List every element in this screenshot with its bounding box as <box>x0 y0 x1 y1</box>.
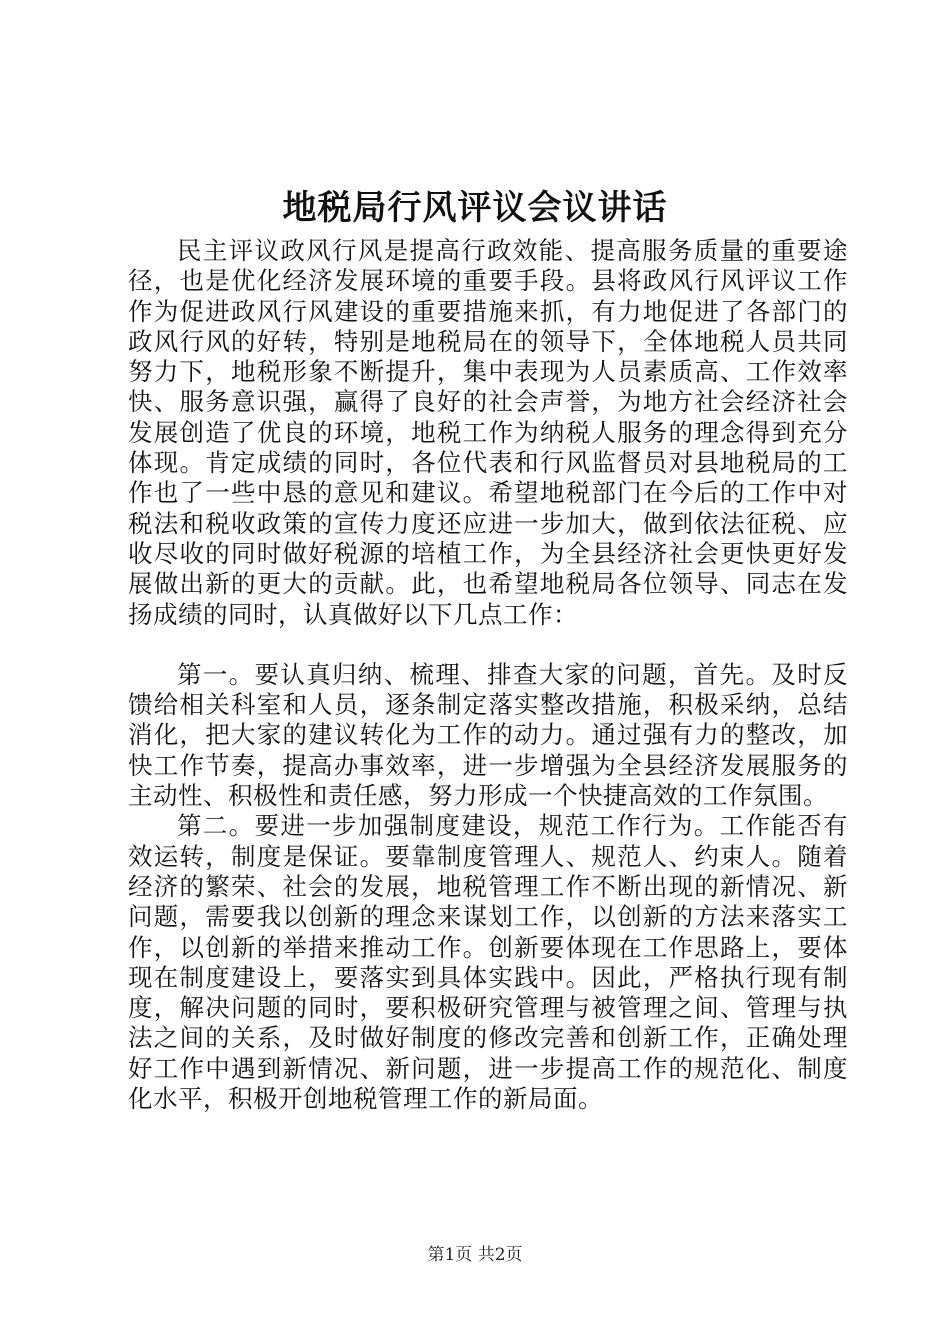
paragraph-second-point: 第二。要进一步加强制度建设，规范工作行为。工作能否有效运转，制度是保证。要靠制度管理人、规范人、约束人。随着经济的繁荣、社会的发展，地税管理工作不断出现的新情况、新问题，需要我以创新的理念来谋划工作，以创新的方法来落实工作，以创新的举措来推动工作。创新要体现在工作思路上，要体现在制度建设上，要落实到具体实践中。因此，严格执行现有制度，解决问题的同时，要积极研究管理与被管理之间、管理与执法之间的关系，及时做好制度的修改完善和创新工作，正确处理好工作中遇到新情况、新问题，进一步提高工作的规范化、制度化水平，积极开创地税管理工作的新局面。 <box>128 811 848 1114</box>
paragraph-first-point: 第一。要认真归纳、梳理、排查大家的问题，首先。及时反馈给相关科室和人员，逐条制定落实整改措施，积极采纳，总结消化，把大家的建议转化为工作的动力。通过强有力的整改，加快工作节奏，提高办事效率，进一步增强为全县经济发展服务的主动性、积极性和责任感，努力形成一个快捷高效的工作氛围。 <box>128 659 848 811</box>
document-title: 地税局行风评议会议讲话 <box>282 188 668 228</box>
document-body <box>128 236 848 1114</box>
page-number-footer: 第1页 共2页 <box>427 1245 523 1265</box>
paragraph-intro: 民主评议政风行风是提高行政效能、提高服务质量的重要途径，也是优化经济发展环境的重要手段。县将政风行风评议工作作为促进政风行风建设的重要措施来抓，有力地促进了各部门的政风行风的好转，特别是地税局在的领导下，全体地税人员共同努力下，地税形象不断提升，集中表现为人员素质高、工作效率快、服务意识强，赢得了良好的社会声誉，为地方社会经济社会发展创造了优良的环境，地税工作为纳税人服务的理念得到充分体现。肯定成绩的同时，各位代表和行风监督员对县地税局的工作也了一些中恳的意见和建议。希望地税部门在今后的工作中对税法和税收政策的宣传力度还应进一步加大，做到依法征税、应收尽收的同时做好税源的培植工作，为全县经济社会更快更好发展做出新的更大的贡献。此，也希望地税局各位领导、同志在发扬成绩的同时，认真做好以下几点工作： <box>128 236 848 629</box>
